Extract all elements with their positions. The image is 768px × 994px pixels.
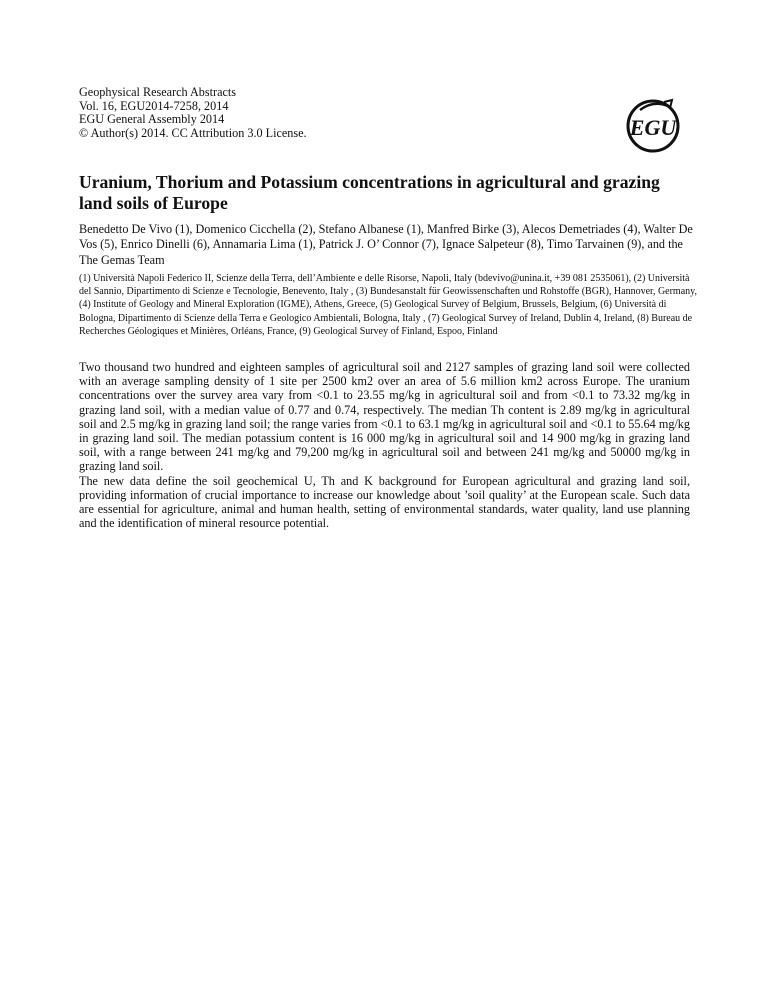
abstract-paragraph-2: The new data define the soil geochemical U, Th and K background for European agricultural and grazing land soil, providing information of crucial importance to increase our knowledge about ’soil quality’ at the European scale. Such data are essential for agriculture, animal and human health, setting of environmental standards, water quality, land use planning and the identification of mineral resource potential. [79, 473, 690, 531]
license-info: © Author(s) 2014. CC Attribution 3.0 License. [79, 125, 307, 140]
affiliations: (1) Università Napoli Federico II, Scienze della Terra, dell’Ambiente e delle Risorse, Napoli, Italy (bdevivo@unina.it, +39 081 2535061), (2) Università del Sannio, Dipartimento di Scienze e Tecnologie, Benevento, Italy , (3) Bundesanstalt für Geowissenschaften und Rohstoffe (BGR), Hannover, Germany, (4) Institute of Geology and Mineral Exploration (IGME), Athens, Greece, (5) Geological Survey of Belgium, Brussels, Belgium, (6) Università di Bologna, Dipartimento di Scienze della Terra e Geologico Ambientali, Bologna, Italy , (7) Geological Survey of Ireland, Dublin 4, Ireland, (8) Bureau de Recherches Géologiques et Minières, Orléans, France, (9) Geological Survey of Finland, Espoo, Finland [79, 273, 698, 337]
paper-title: Uranium, Thorium and Potassium concentrations in agricultural and grazing land soils of Europe [79, 172, 660, 213]
assembly-info: EGU General Assembly 2014 [79, 112, 225, 127]
egu-logo-icon [620, 92, 686, 158]
journal-header [79, 86, 307, 140]
abstract-body [79, 360, 690, 530]
volume-info: Vol. 16, EGU2014-7258, 2014 [79, 98, 229, 113]
abstract-paragraph-1: Two thousand two hundred and eighteen samples of agricultural soil and 2127 samples of grazing land soil were collected with an average sampling density of 1 site per 2500 km2 over an area of 5.6 million km2 across Europe. The uranium concentrations over the survey area vary from <0.1 to 23.55 mg/kg in agricultural soil and from <0.1 to 73.32 mg/kg in grazing land soil, with a median value of 0.77 and 0.74, respectively. The median Th content is 2.89 mg/kg in agricultural soil and 2.5 mg/kg in grazing land soil; the range varies from <0.1 to 63.1 mg/kg in agricultural soil and <0.1 to 55.64 mg/kg in grazing land soil. The median potassium content is 16 000 mg/kg in agricultural soil and 14 900 mg/kg in grazing land soil, with a range between 241 mg/kg and 79,200 mg/kg in agricultural soil and between 241 mg/kg and 50000 mg/kg in grazing land soil. [79, 360, 690, 474]
svg-text:EGU: EGU [629, 115, 677, 140]
author-list: Benedetto De Vivo (1), Domenico Cicchella (2), Stefano Albanese (1), Manfred Birke (3), Alecos Demetriades (4), Walter De Vos (5), Enrico Dinelli (6), Annamaria Lima (1), Patrick J. O’ Connor (7), Ignace Salpeteur (8), Timo Tarvainen (9), and the The Gemas Team [79, 222, 693, 267]
journal-name: Geophysical Research Abstracts [79, 85, 237, 99]
